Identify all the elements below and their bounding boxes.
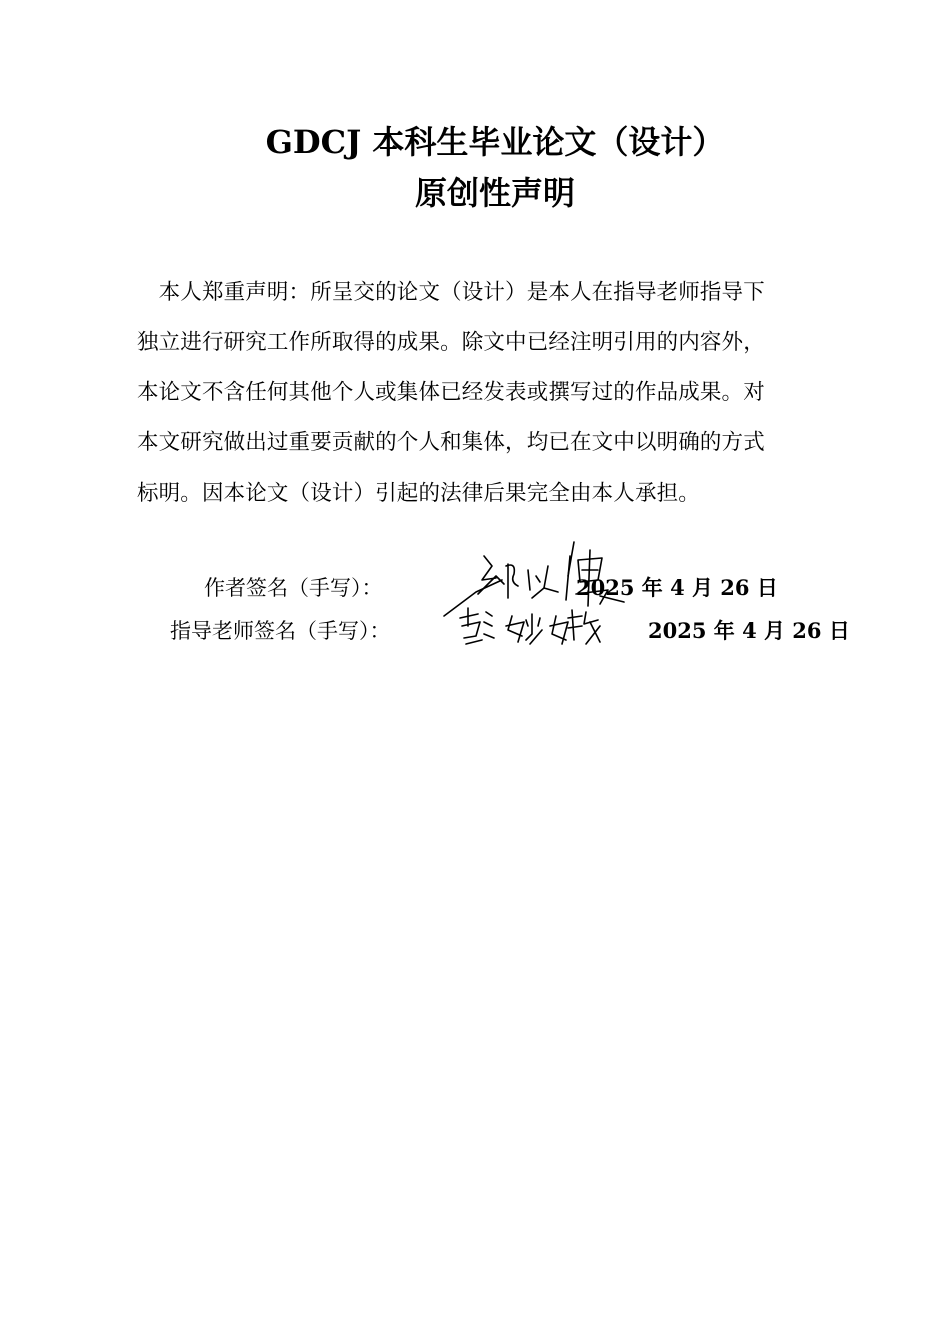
document-title: GDCJ 本科生毕业论文（设计） <box>265 123 725 161</box>
advisor-handwritten-signature <box>456 600 616 652</box>
declaration-line-3: 本论文不含任何其他个人或集体已经发表或撰写过的作品成果。对 <box>137 380 765 405</box>
declaration-line-4: 本文研究做出过重要贡献的个人和集体，均已在文中以明确的方式 <box>137 430 765 455</box>
advisor-signature-label: 指导老师签名（手写）： <box>170 619 391 643</box>
author-signature-label: 作者签名（手写）： <box>204 576 383 600</box>
declaration-line-1: 本人郑重声明：所呈交的论文（设计）是本人在指导老师指导下 <box>137 280 765 305</box>
document-subtitle: 原创性声明 <box>414 174 575 212</box>
author-signature-date: 2025 年 4 月 26 日 <box>576 575 778 600</box>
advisor-signature-date: 2025 年 4 月 26 日 <box>648 618 850 643</box>
declaration-line-5: 标明。因本论文（设计）引起的法律后果完全由本人承担。 <box>137 481 700 506</box>
declaration-line-2: 独立进行研究工作所取得的成果。除文中已经注明引用的内容外， <box>137 330 765 355</box>
